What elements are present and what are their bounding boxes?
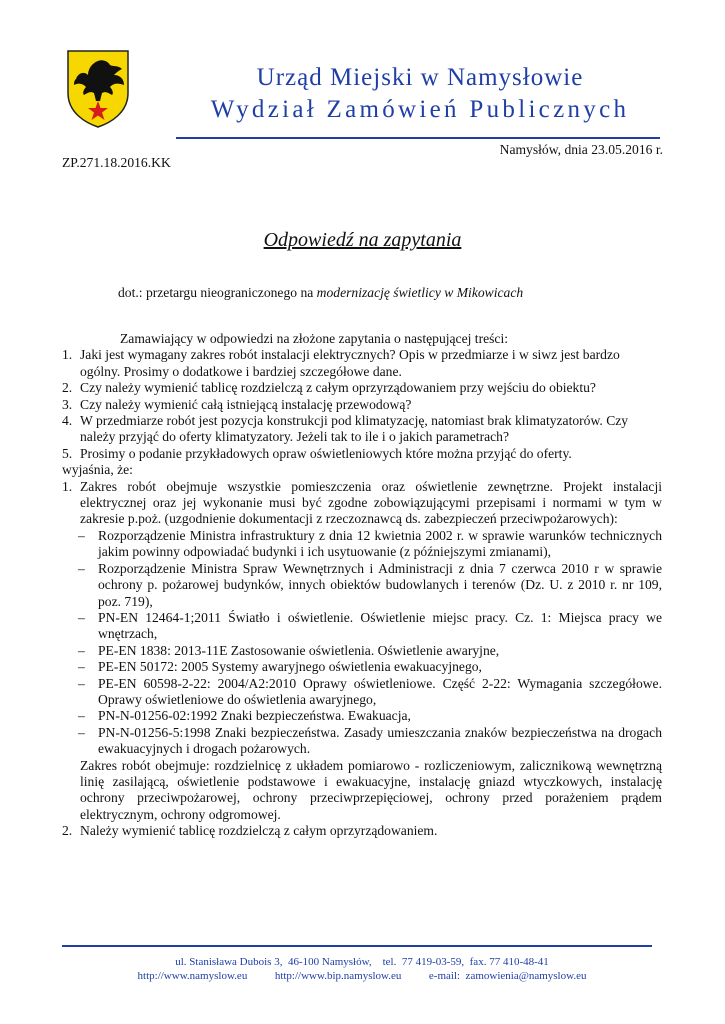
explains-text: wyjaśnia, że: [62,462,133,478]
answer-text: Zakres robót obejmuje wszystkie pomieszczenia oraz oświetlenie zewnętrzne. Projekt instalacji elektrycznej oraz jej wykonanie musi być zgodne zobowiązującymi przepisami i normami w tym w zakresie p.poż. (uzgodnienie dokumentacji z rzeczoznawcą ds. zabezpieczeń przeciwpożarowych): [80,478,662,527]
intro-text: Zamawiający w odpowiedzi na złożone zapytania o następującej treści: [120,331,509,346]
subject-italic: modernizację świetlicy w Mikowicach [316,285,524,300]
question-item: 1. Jaki jest wymagany zakres robót instalacji elektrycznych? Opis w przedmiarze i w siwz jest bardzo ogólny. Prosimy o dodatkowe i bardziej szczegółowe dane. [62,347,662,380]
question-item: 5. Prosimy o podanie przykładowych opraw oświetleniowych które można przyjąć do oferty. [62,446,662,462]
office-name: Urząd Miejski w Namysłowie [256,64,584,91]
regulation-item: – PE-EN 1838: 2013-11E Zastosowanie oświetlenia. Oświetlenie awaryjne, [78,642,500,658]
place-date: Namysłów, dnia 23.05.2016 r. [499,142,663,157]
question-text: Prosimy o podanie przykładowych opraw oświetleniowych które można przyjąć do oferty. [80,445,572,461]
question-text: Czy należy wymienić tablicę rozdzielczą z całym oprzyrządowaniem przy wejściu do obiektu? [80,380,596,396]
coat-of-arms-icon [66,49,130,129]
scope-text: Zakres robót obejmuje: rozdzielnicę z układem pomiarowo - rozliczeniowym, zalicznikową wewnętrzną linię zasilającą, oświetlenie podstawowe i ewakuacyjne, instalację gniazd wtyczkowych, instalację ochrony przeciwpożarowej, ochrony przeciwprzepięciowej, ochrony przed porażeniem prądem elektrycznym, ochrony odgromowej. [80,757,662,822]
regulation-item: – PN-EN 12464-1;2011 Światło i oświetlenie. Oświetlenie miejsc pracy. Cz. 1: Miejsca pracy we wnętrzach, [78,609,662,642]
question-item: 4. W przedmiarze robót jest pozycja konstrukcji pod klimatyzację, natomiast brak klimatyzatorów. Czy należy przyjąć do oferty klimatyzatory. Jeżeli tak to ile i o jakich parametrach? [62,413,662,446]
footer-address: ul. Stanisława Dubois 3, 46-100 Namysłów, tel. 77 419-03-59, fax. 77 410-48-41 [175,956,549,968]
regulation-item: – PE-EN 50172: 2005 Systemy awaryjnego oświetlenia ewakuacyjnego, [78,659,482,675]
subject-line [118,285,523,301]
regulation-item: – PE-EN 60598-2-22: 2004/A2:2010 Oprawy oświetleniowe. Część 2-22: Wymagania szczegółowe. Oprawy oświetleniowe do oświetlenia awaryjnego, [78,675,662,707]
footer-links: http://www.namyslow.eu http://www.bip.namyslow.eu e-mail: zamowienia@namyslow.eu [137,970,587,982]
answer-item: 1. Zakres robót obejmuje wszystkie pomieszczenia oraz oświetlenie zewnętrzne. Projekt instalacji elektrycznej oraz jej wykonanie musi być zgodne zobowiązującymi przepisami i normami w tym w zakresie p.poż. (uzgodnienie dokumentacji z rzeczoznawcą ds. zabezpieczeń przeciwpożarowych): [62,478,662,527]
question-text: W przedmiarze robót jest pozycja konstrukcji pod klimatyzację, natomiast brak klimatyzatorów. Czy należy przyjąć do oferty klimatyzatory. Jeżeli tak to ile i o jakich parametrach? [80,413,629,445]
regulation-item: – PN-N-01256-5:1998 Znaki bezpieczeństwa. Zasady umieszczania znaków bezpieczeństwa na drogach ewakuacyjnych i drogach pożarowych. [78,724,662,757]
reference-number: ZP.271.18.2016.KK [62,155,171,170]
subject-prefix: dot.: przetargu nieograniczonego na [118,285,317,300]
question-item: 3. Czy należy wymienić całą istniejącą instalację przewodową? [62,397,662,413]
header-divider [176,137,660,139]
answer-text: Należy wymienić tablicę rozdzielczą z całym oprzyrządowaniem. [80,823,438,839]
question-text: Czy należy wymienić całą istniejącą instalację przewodową? [80,396,412,412]
regulation-item: – PN-N-01256-02:1992 Znaki bezpieczeństwa. Ewakuacja, [78,708,411,724]
regulation-item: – Rozporządzenie Ministra Spraw Wewnętrznych i Administracji z dnia 7 czerwca 2010 r w sprawie ochrony p. pożarowej budynków, innych obiektów budowlanych i terenów (Dz. U. z 2010 r. nr 109, poz. 719), [78,560,662,609]
question-item: 2. Czy należy wymienić tablicę rozdzielczą z całym oprzyrządowaniem przy wejściu do obiektu? [62,380,662,396]
question-text: Jaki jest wymagany zakres robót instalacji elektrycznych? Opis w przedmiarze i w siwz jest bardzo ogólny. Prosimy o dodatkowe i bardziej szczegółowe dane. [80,347,620,379]
answer-item: 2. Należy wymienić tablicę rozdzielczą z całym oprzyrządowaniem. [62,823,662,839]
footer-divider [62,945,652,947]
regulation-item: – Rozporządzenie Ministra infrastruktury z dnia 12 kwietnia 2002 r. w sprawie warunków technicznych jakim powinny odpowiadać budynki i ich usytuowanie (z późniejszymi zmianami), [78,527,662,560]
document-title: Odpowiedź na zapytania [263,229,462,251]
department-name: Wydział Zamówień Publicznych [210,96,630,123]
document-body [62,331,662,840]
